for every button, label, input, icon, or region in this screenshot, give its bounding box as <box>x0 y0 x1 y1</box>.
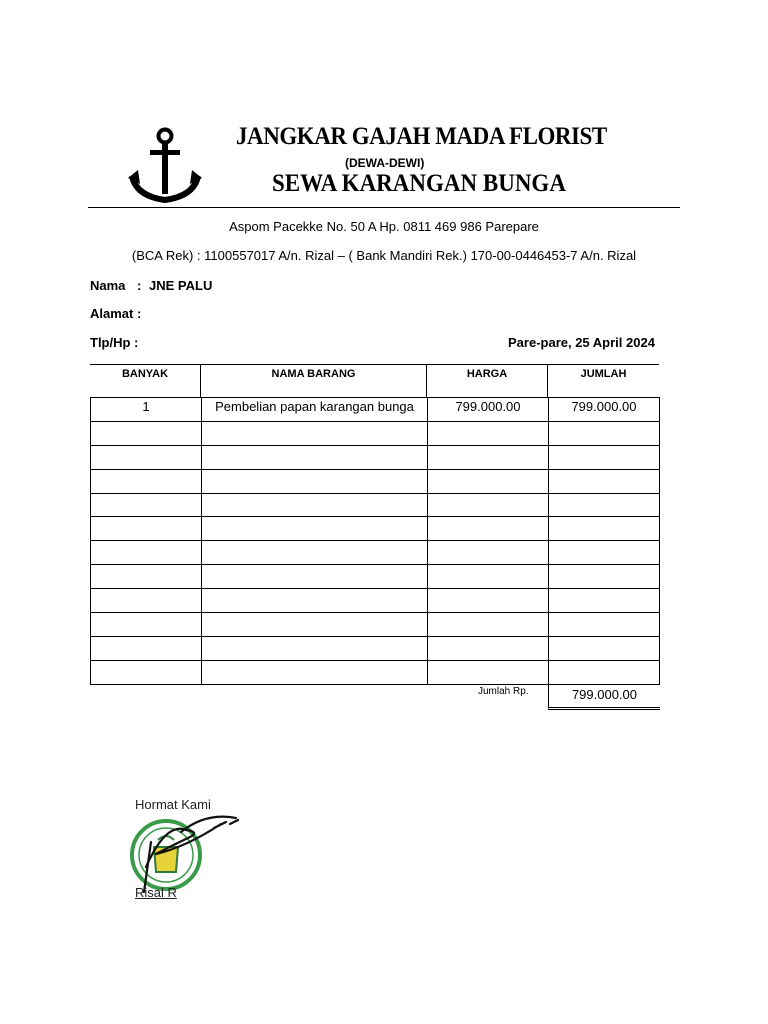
table-cell <box>549 589 660 613</box>
table-header <box>90 364 659 398</box>
table-row <box>91 421 660 445</box>
signer-name: Risal R <box>135 885 177 900</box>
table-cell <box>202 469 428 493</box>
table-cell <box>202 589 428 613</box>
header-harga: HARGA <box>466 368 508 380</box>
table-cell: Pembelian papan karangan bunga <box>202 398 428 422</box>
table-cell <box>549 517 660 541</box>
table-cell <box>202 613 428 637</box>
header-jumlah: JUMLAH <box>580 368 627 380</box>
table-cell <box>91 613 202 637</box>
table-cell <box>549 493 660 517</box>
table-cell <box>202 517 428 541</box>
nama-value: JNE PALU <box>149 278 213 293</box>
table-cell <box>428 613 549 637</box>
table-cell <box>428 565 549 589</box>
table-cell <box>549 469 660 493</box>
table-cell <box>202 565 428 589</box>
table-cell <box>202 493 428 517</box>
table-cell <box>91 565 202 589</box>
table-row <box>91 589 660 613</box>
table-cell <box>549 421 660 445</box>
table-cell <box>91 421 202 445</box>
total-value: 799.000.00 <box>548 685 660 710</box>
items-table <box>90 397 660 685</box>
service-title: SEWA KARANGAN BUNGA <box>272 170 566 197</box>
table-cell <box>91 636 202 660</box>
table-row <box>91 517 660 541</box>
nama-separator: : <box>137 278 142 293</box>
company-subtitle: (DEWA-DEWI) <box>345 156 425 170</box>
table-cell <box>428 541 549 565</box>
company-title: JANGKAR GAJAH MADA FLORIST <box>236 123 607 150</box>
table-cell <box>549 445 660 469</box>
table-cell <box>549 541 660 565</box>
nama-field <box>90 278 212 293</box>
table-cell <box>202 541 428 565</box>
invoice-date: Pare-pare, 25 April 2024 <box>508 335 655 350</box>
alamat-label: Alamat : <box>90 306 142 321</box>
table-row <box>91 541 660 565</box>
table-cell <box>428 421 549 445</box>
table-cell <box>91 589 202 613</box>
table-row <box>91 493 660 517</box>
table-cell <box>428 493 549 517</box>
anchor-icon <box>128 126 202 206</box>
table-cell <box>91 469 202 493</box>
table-cell <box>428 636 549 660</box>
header-banyak: BANYAK <box>121 368 169 380</box>
table-row <box>91 565 660 589</box>
table-cell <box>428 469 549 493</box>
table-row <box>91 613 660 637</box>
header-nama-barang: NAMA BARANG <box>271 368 356 380</box>
table-cell <box>202 421 428 445</box>
table-row <box>91 445 660 469</box>
table-cell <box>202 636 428 660</box>
table-cell <box>549 636 660 660</box>
table-row <box>91 398 660 422</box>
bank-accounts: (BCA Rek) : 1100557017 A/n. Rizal – ( Bank Mandiri Rek.) 170-00-0446453-7 A/n. Rizal <box>131 248 637 263</box>
table-cell: 799.000.00 <box>549 398 660 422</box>
table-cell <box>428 517 549 541</box>
table-cell <box>91 541 202 565</box>
table-cell <box>428 589 549 613</box>
closing-text: Hormat Kami <box>135 797 211 812</box>
company-address: Aspom Pacekke No. 50 A Hp. 0811 469 986 Parepare <box>229 219 539 234</box>
table-row <box>91 660 660 684</box>
table-row <box>91 636 660 660</box>
table-cell <box>428 660 549 684</box>
table-row <box>91 469 660 493</box>
table-cell <box>549 613 660 637</box>
header-divider <box>88 207 680 208</box>
table-cell <box>202 660 428 684</box>
nama-label: Nama <box>90 278 126 293</box>
total-label: Jumlah Rp. <box>478 686 529 697</box>
table-cell <box>202 445 428 469</box>
table-cell <box>91 660 202 684</box>
tlp-label: Tlp/Hp : <box>90 335 139 350</box>
table-cell <box>91 445 202 469</box>
table-cell <box>428 445 549 469</box>
table-cell <box>549 660 660 684</box>
table-cell <box>91 517 202 541</box>
table-cell: 799.000.00 <box>428 398 549 422</box>
table-cell <box>549 565 660 589</box>
table-cell: 1 <box>91 398 202 422</box>
table-cell <box>91 493 202 517</box>
